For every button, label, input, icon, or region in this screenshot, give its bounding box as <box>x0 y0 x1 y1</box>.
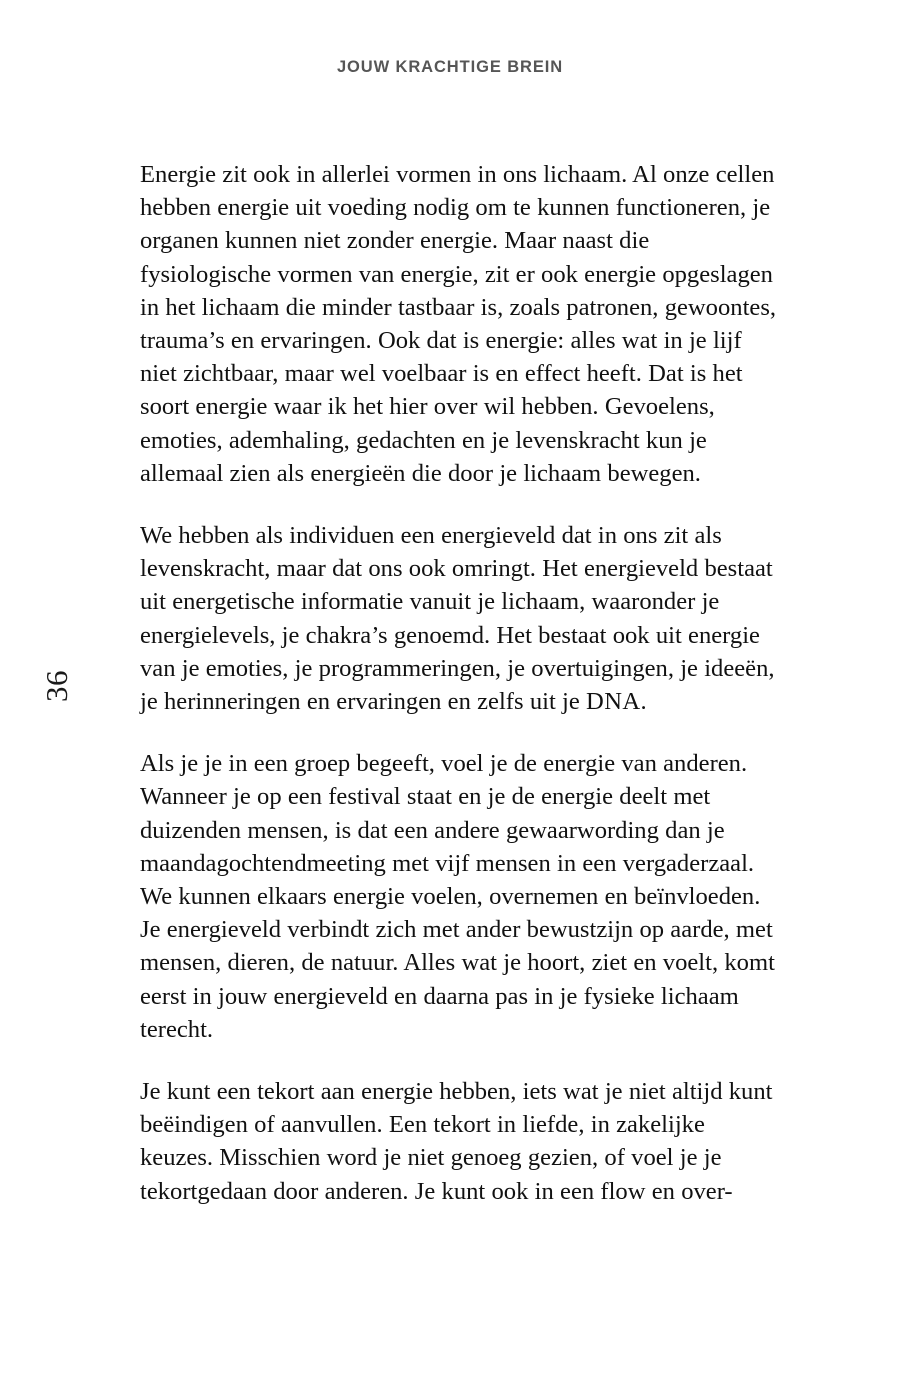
smallcaps-term-dna: DNA <box>586 688 641 716</box>
body-paragraph-1: Energie zit ook in allerlei vormen in ons lichaam. Al onze cellen hebben energie uit voeding nodig om te kunnen functioneren, je organen kunnen niet zonder energie. Maar naast die fysiologische vormen van energie, zit er ook energie opgeslagen in het lichaam die minder tastbaar is, zoals patronen, gewoontes, trauma’s en ervaringen. Ook dat is energie: alles wat in je lijf niet zichtbaar, maar wel voelbaar is en effect heeft. Dat is het soort energie waar ik het hier over wil hebben. Gevoelens, emoties, ademhaling, gedachten en je levenskracht kun je allemaal zien als energieën die door je lichaam bewegen. <box>140 161 777 487</box>
paragraph-2-text-after-smallcaps: . <box>640 688 647 716</box>
body-text-column <box>140 158 784 1208</box>
body-paragraph-4: Je kunt een tekort aan energie hebben, iets wat je niet altijd kunt beëindigen of aanvullen. Een tekort in liefde, in zakelijke keuzes. Misschien word je niet genoeg gezien, of voel je je tekortgedaan door anderen. Je kunt ook in een flow en over- <box>140 1078 773 1205</box>
page-number-folio <box>0 646 114 726</box>
body-paragraph-3: Als je je in een groep begeeft, voel je de energie van anderen. Wanneer je op een festival staat en je de energie deelt met duizenden mensen, is dat een andere gewaarwording dan je maandagochtendmeeting met vijf mensen in een vergaderzaal. We kunnen elkaars energie voelen, overnemen en beïnvloeden. Je energieveld verbindt zich met ander bewustzijn op aarde, met mensen, dieren, de natuur. Alles wat je hoort, ziet en voelt, komt eerst in jouw energieveld en daarna pas in je fysieke lichaam terecht. <box>140 750 775 1043</box>
page-number-value: 36 <box>39 670 74 702</box>
paragraph-2-text-before-smallcaps: We hebben als individuen een energieveld dat in ons zit als levenskracht, maar dat ons ook omringt. Het energieveld bestaat uit energetische informatie vanuit je lichaam, waaronder je energielevels, je chakra’s genoemd. Het bestaat ook uit energie van je emoties, je programmeringen, je overtuigingen, je ideeën, je herinneringen en ervaringen en zelfs uit je <box>140 522 775 716</box>
running-header: JOUW KRACHTIGE BREIN <box>336 58 564 76</box>
body-paragraph-2 <box>140 519 784 718</box>
